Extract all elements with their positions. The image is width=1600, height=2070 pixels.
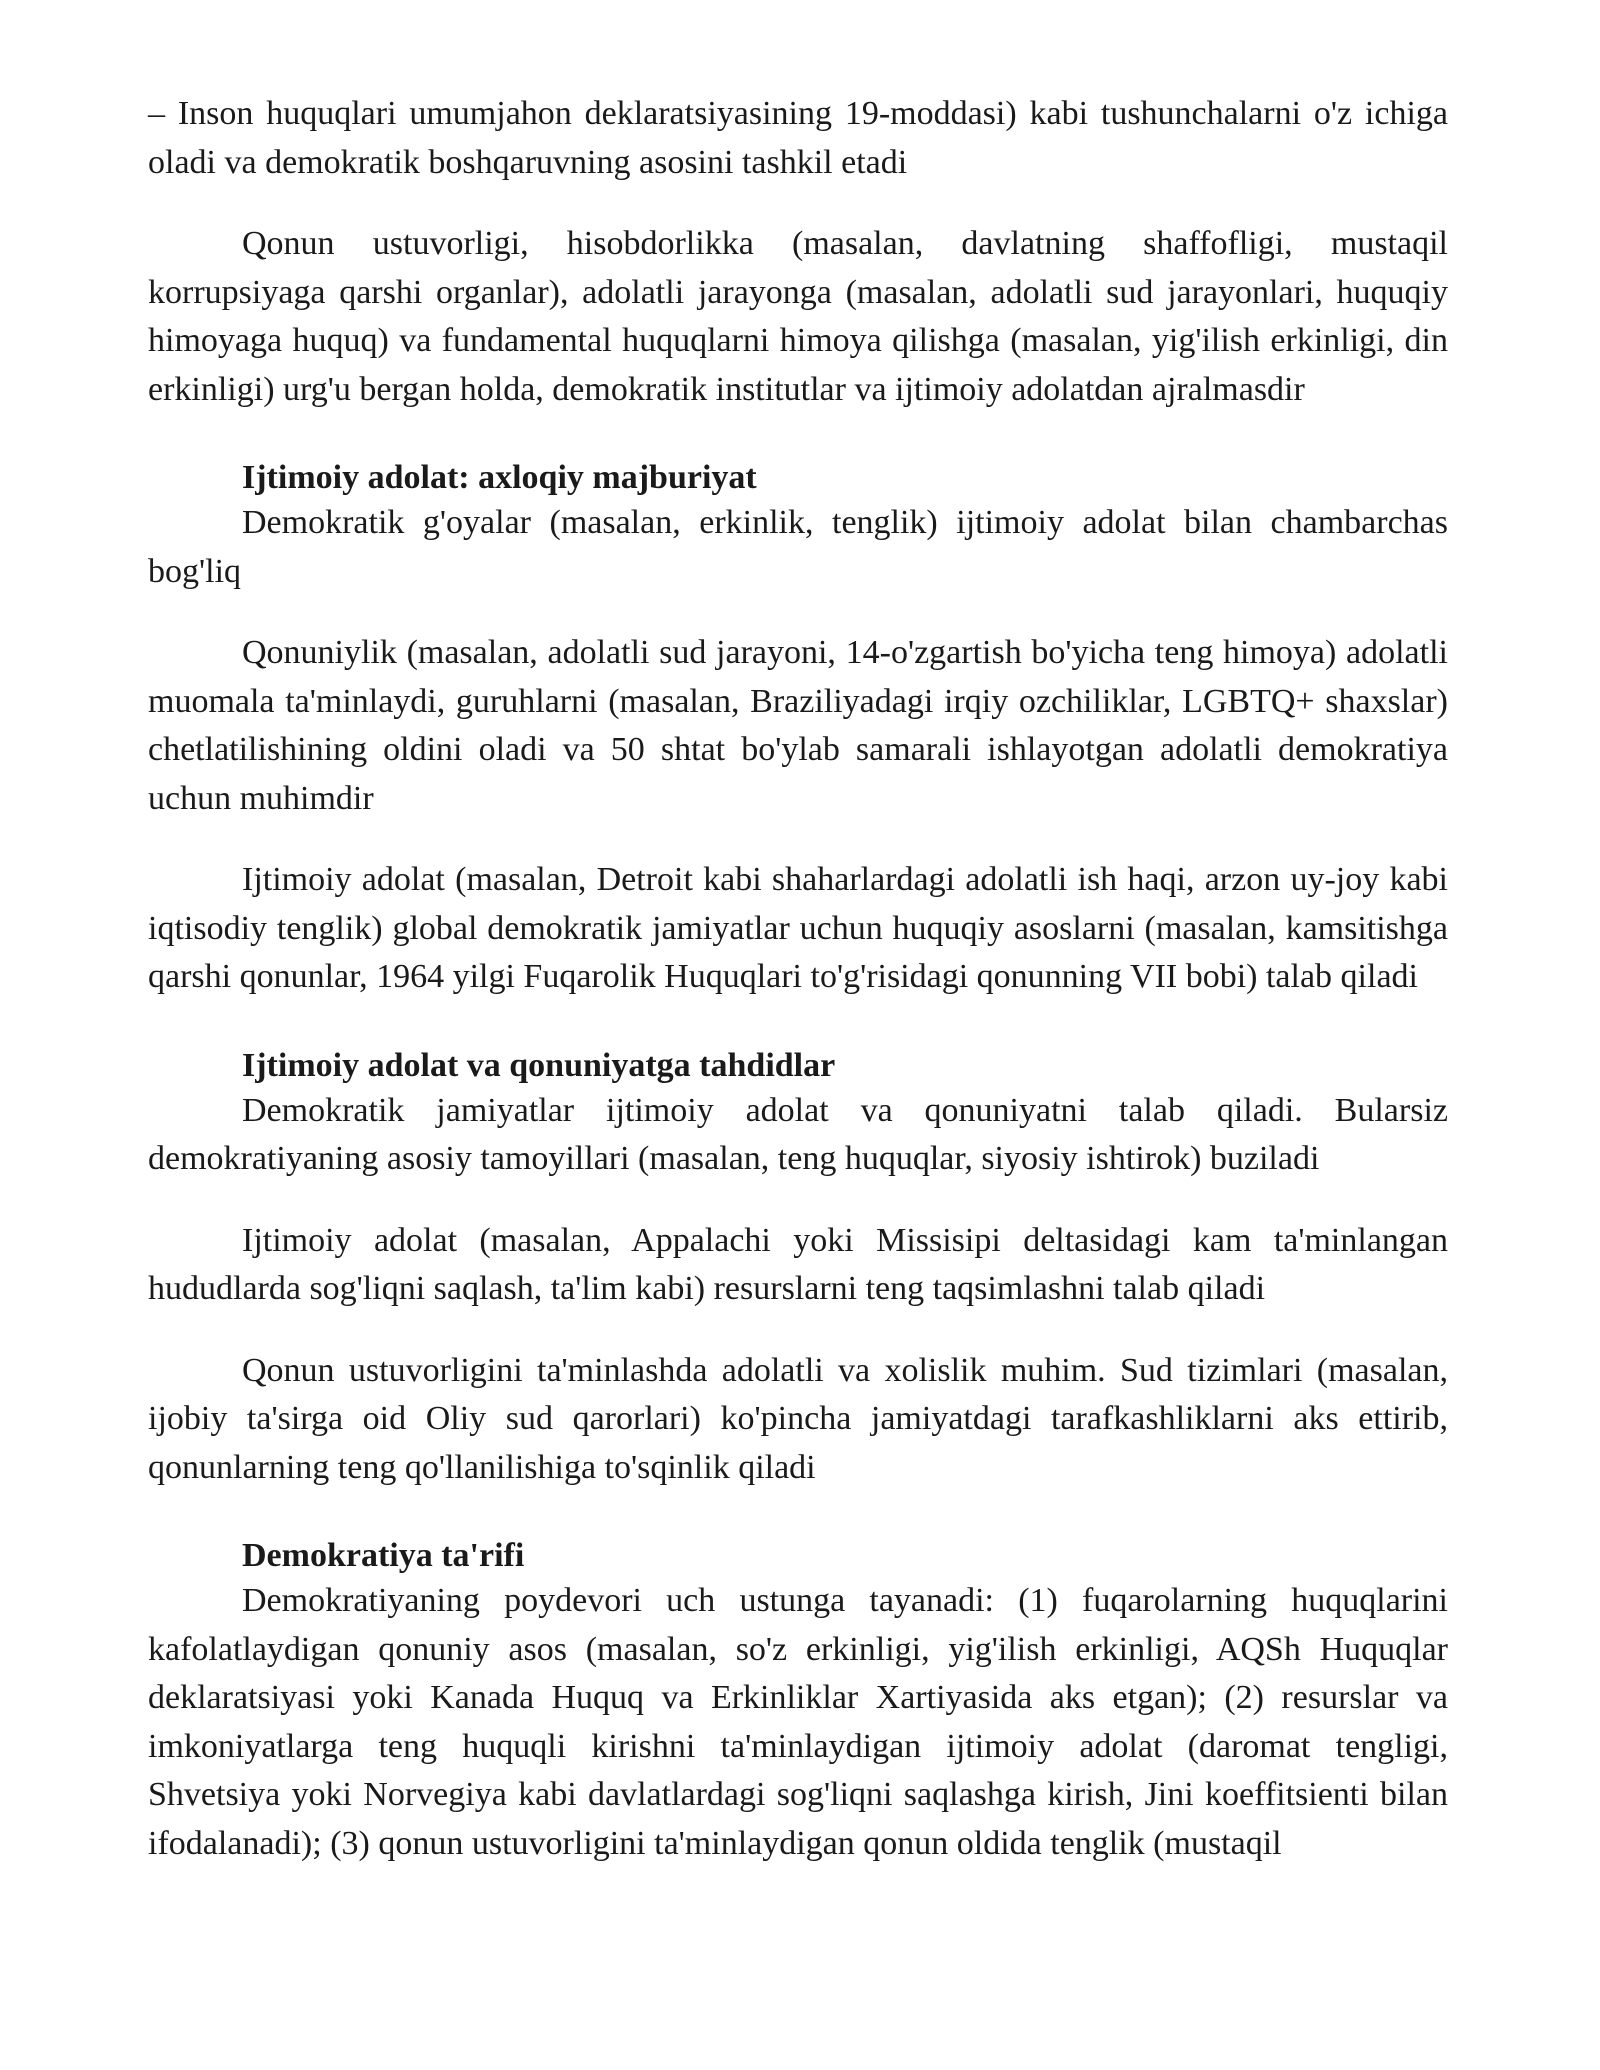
document-page bbox=[148, 90, 1448, 1868]
paragraph-economic-equality: Ijtimoiy adolat (masalan, Detroit kabi shaharlardagi adolatli ish haqi, arzon uy-joy kabi iqtisodiy tenglik) global demokratik jamiyatlar uchun huquqiy asoslarni (masalan, kamsitishga qarshi qonunlar, 1964 yilgi Fuqarolik Huquqlari to'g'risidagi qonunning VII bobi) talab qiladi bbox=[148, 861, 1448, 995]
paragraph-democratic-societies: Demokratik jamiyatlar ijtimoiy adolat va qonuniyatni talab qiladi. Bularsiz demokratiyaning asosiy tamoyillari (masalan, teng huquqlar, siyosiy ishtirok) buziladi bbox=[148, 1091, 1448, 1177]
paragraph-intro: – Inson huquqlari umumjahon deklaratsiyasining 19-moddasi) kabi tushunchalarni o'z ichiga oladi va demokratik boshqaruvning asosini tashkil etadi bbox=[148, 95, 1448, 181]
paragraph-democratic-ideas: Demokratik g'oyalar (masalan, erkinlik, tenglik) ijtimoiy adolat bilan chambarchas bog'liq bbox=[148, 504, 1448, 590]
paragraph-three-pillars: Demokratiyaning poydevori uch ustunga tayanadi: (1) fuqarolarning huquqlarini kafolatlaydigan qonuniy asos (masalan, so'z erkinligi, yig'ilish erkinligi, AQSh Huquqlar deklaratsiyasi yoki Kanada Huquq va Erkinliklar Xartiyasida aks etgan); (2) resurslar va imkoniyatlarga teng huquqli kirishni ta'minlaydigan ijtimoiy adolat (daromat tengligi, Shvetsiya yoki Norvegiya kabi davlatlardagi sog'liqni saqlashga kirish, Jini koeffitsienti bilan ifodalanadi); (3) qonun ustuvorligini ta'minlaydigan qonun oldida tenglik (mustaqil bbox=[148, 1582, 1448, 1862]
section-heading-social-justice: Ijtimoiy adolat: axloqiy majburiyat bbox=[242, 459, 757, 496]
paragraph-court-systems: Qonun ustuvorligini ta'minlashda adolatli va xolislik muhim. Sud tizimlari (masalan, ijobiy ta'sirga oid Oliy sud qarorlari) ko'pincha jamiyatdagi tarafkashliklarni aks ettirib, qonunlarning teng qo'llanilishiga to'sqinlik qiladi bbox=[148, 1351, 1448, 1486]
section-heading-democracy-definition: Demokratiya ta'rifi bbox=[242, 1537, 525, 1574]
section-heading-threats: Ijtimoiy adolat va qonuniyatga tahdidlar bbox=[242, 1046, 836, 1084]
paragraph-rule-of-law: Qonun ustuvorligi, hisobdorlikka (masalan, davlatning shaffofligi, mustaqil korrupsiyaga qarshi organlar), adolatli jarayonga (masalan, adolatli sud jarayonlari, huquqiy himoyaga huquq) va fundamental huquqlarni himoya qilishga (masalan, yig'ilish erkinligi, din erkinligi) urg'u bergan holda, demokratik institutlar va ijtimoiy adolatdan ajralmasdir bbox=[148, 225, 1448, 408]
paragraph-legality: Qonuniylik (masalan, adolatli sud jarayoni, 14-o'zgartish bo'yicha teng himoya) adolatli muomala ta'minlaydi, guruhlarni (masalan, Braziliyadagi irqiy ozchiliklar, LGBTQ+ shaxslar) chetlatilishining oldini oladi va 50 shtat bo'ylab samarali ishlayotgan adolatli demokratiya uchun muhimdir bbox=[148, 634, 1448, 817]
paragraph-resource-distribution: Ijtimoiy adolat (masalan, Appalachi yoki Missisipi deltasidagi kam ta'minlangan hududlarda sog'liqni saqlash, ta'lim kabi) resurslarni teng taqsimlashni talab qiladi bbox=[148, 1221, 1448, 1307]
